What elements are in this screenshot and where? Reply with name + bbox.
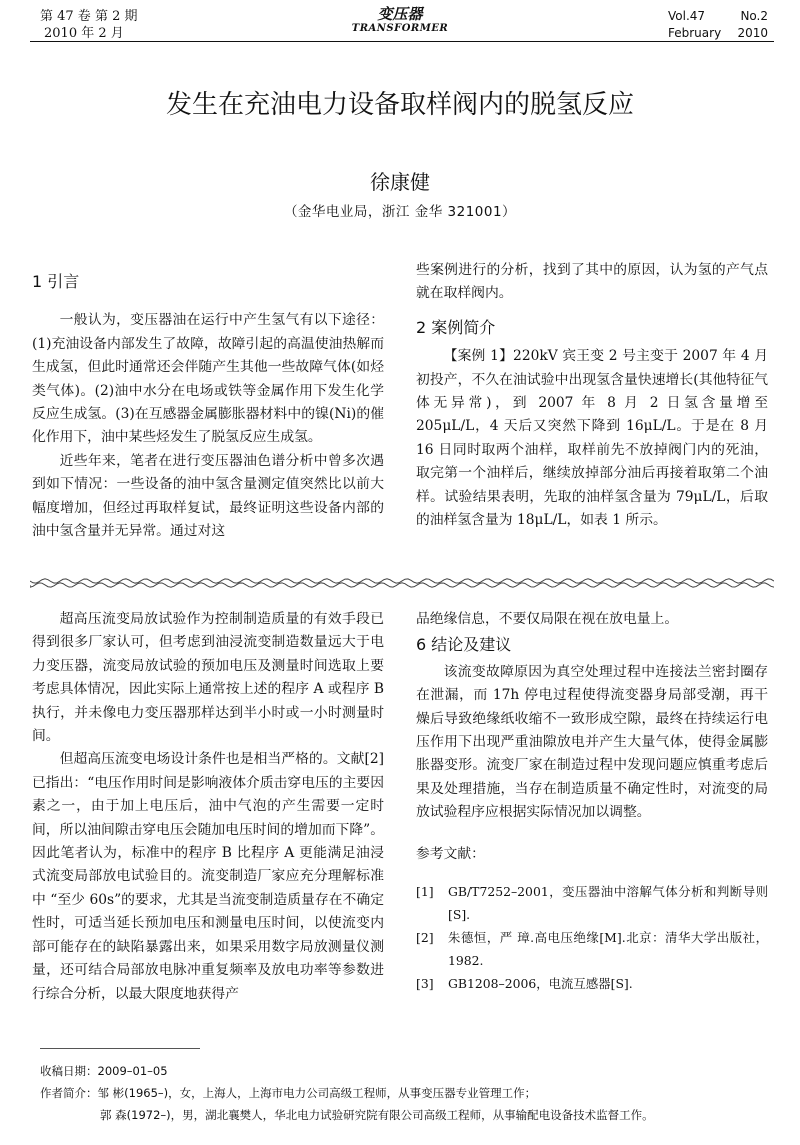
reference-list (416, 880, 768, 995)
section-heading-cases: 2 案例简介 (416, 317, 496, 337)
author-name: 徐康健 (370, 170, 430, 194)
reference-item (416, 880, 768, 926)
paragraph: 一般认为，变压器油在运行中产生氢气有以下途径：(1)充油设备内部发生了故障，故障引起的高温使油热解而生成氢，但此时通常还会伴随产生其他一些故障气体(如烃类气体)。(2)油中水分在电场或铁等金属作用下发生化学反应生成氢。(3)在互感器金属膨胀器材料中的镍(Ni)的催化作用下，油中某些烃发生了脱氢反应生成氢。 (32, 312, 384, 446)
header-rule (30, 41, 774, 42)
top-right-column (416, 259, 768, 532)
bottom-right-column (416, 608, 768, 995)
author-affiliation: （金华电业局，浙江 金华 321001） (283, 204, 517, 220)
year-en: 2010 (737, 26, 768, 40)
reference-text: 朱德恒，严 璋.高电压绝缘[M].北京：清华大学出版社，1982. (448, 930, 768, 969)
volume-issue-cn (40, 8, 137, 42)
reference-number: [1] (416, 884, 434, 900)
journal-logo (340, 6, 460, 35)
paragraph: 些案例进行的分析，找到了其中的原因，认为氢的产气点就在取样阀内。 (416, 262, 768, 302)
author-bio-2: 郭 森(1972–)，男，湖北襄樊人，华北电力试验研究院有限公司高级工程师，从事输配电设备技术监督工作。 (100, 1108, 654, 1122)
volume-issue: 第 47 卷 第 2 期 (40, 9, 138, 24)
author-bio-1: 作者简介：邹 彬(1965–)，女，上海人，上海市电力公司高级工程师，从事变压器专业管理工作； (40, 1086, 537, 1100)
footnote-rule (40, 1048, 200, 1049)
month-en: February (668, 26, 722, 40)
paragraph: 该流变故障原因为真空处理过程中连接法兰密封圈存在泄漏，而 17h 停电过程使得流变器身局部受潮，再干燥后导致绝缘纸收缩不一致形成空隙，最终在持续运行电压作用下出现严重油隙放电并产生大量气体，使得金属膨胀器变形。流变厂家在制造过程中发现问题应慎重考虑后果及处理措施，当存在制造质量不确定性时，对流变的局放试验程序应根据实际情况加以调整。 (416, 663, 768, 821)
bottom-left-column (32, 608, 384, 1006)
number-en: No.2 (740, 9, 768, 23)
reference-number: [3] (416, 976, 434, 992)
paragraph: 超高压流变局放试验作为控制制造质量的有效手段已得到很多厂家认可，但考虑到油浸流变制造数量远大于电力变压器，流变局放试验的预加电压及测量时间选取上要考虑具体情况，因此实际上通常按上述的程序 A 或程序 B 执行，并未像电力变压器那样达到半小时或一小时测量时间。 (32, 611, 384, 745)
paragraph: 品绝缘信息，不要仅局限在视在放电量上。 (416, 611, 679, 627)
paragraph: 但超高压流变电场设计条件也是相当严格的。文献[2]已指出：“电压作用时间是影响液体介质击穿电压的主要因素之一，由于加上电压后，油中气泡的产生需要一定时间，所以油间隙击穿电压会随加电压时间的增加而下降”。因此笔者认为，标准中的程序 B 比程序 A 更能满足油浸式流变局部放电试验目的。流变制造厂家应充分理解标准中 “至少 60s”的要求，尤其是当流变制造质量存在不确定性时，可适当延长预加电压和测量电压时间，以使流变内部可能存在的缺陷暴露出来，如果采用数字局放测量仪测量，还可结合局部放电脉冲重复频率及放电功率等参数进行综合分析，以最大限度地获得产 (32, 751, 384, 1002)
volume-en: Vol.47 (668, 9, 706, 23)
reference-number: [2] (416, 930, 434, 946)
section-heading-intro: 1 引言 (32, 272, 80, 291)
issue-date: 2010 年 2 月 (44, 26, 124, 41)
paragraph: 【案例 1】220kV 宾王变 2 号主变于 2007 年 4 月初投产，不久在油试验中出现氢含量快速增长(其他特征气体无异常)，到 2007 年 8 月 2 日氢含量增至 205μL/L，4 天后又突然下降到 16μL/L。于是在 8 月 16 日同时取两个油样，取样前先不放掉阀门内的死油，取完第一个油样后，继续放掉部分油后再接着取第二个油样。试验结果表明，先取的油样氢含量为 79μL/L，后取的油样氢含量为 18μL/L，如表 1 所示。 (416, 348, 768, 529)
wavy-divider (30, 576, 774, 590)
section-heading-conclusion: 6 结论及建议 (416, 635, 512, 655)
reference-item (416, 972, 768, 995)
paragraph: 近些年来，笔者在进行变压器油色谱分析中曾多次遇到如下情况：一些设备的油中氢含量测定值突然比以前大幅度增加，但经过再取样复试，最终证明这些设备内部的油中氢含量并无异常。通过对这 (32, 452, 384, 540)
reference-text: GB/T7252–2001，变压器油中溶解气体分析和判断导则[S]. (448, 884, 768, 923)
reference-text: GB1208–2006，电流互感器[S]. (448, 976, 633, 992)
reference-item (416, 926, 768, 972)
received-date: 收稿日期：2009–01–05 (40, 1064, 168, 1078)
volume-issue-en (668, 8, 768, 42)
paper-title: 发生在充油电力设备取样阀内的脱氢反应 (165, 90, 634, 120)
references-heading: 参考文献： (416, 845, 485, 862)
journal-name-cn: 变压器 (377, 5, 423, 23)
journal-name-en: TRANSFORMER (351, 23, 449, 34)
top-left-column (32, 270, 384, 543)
